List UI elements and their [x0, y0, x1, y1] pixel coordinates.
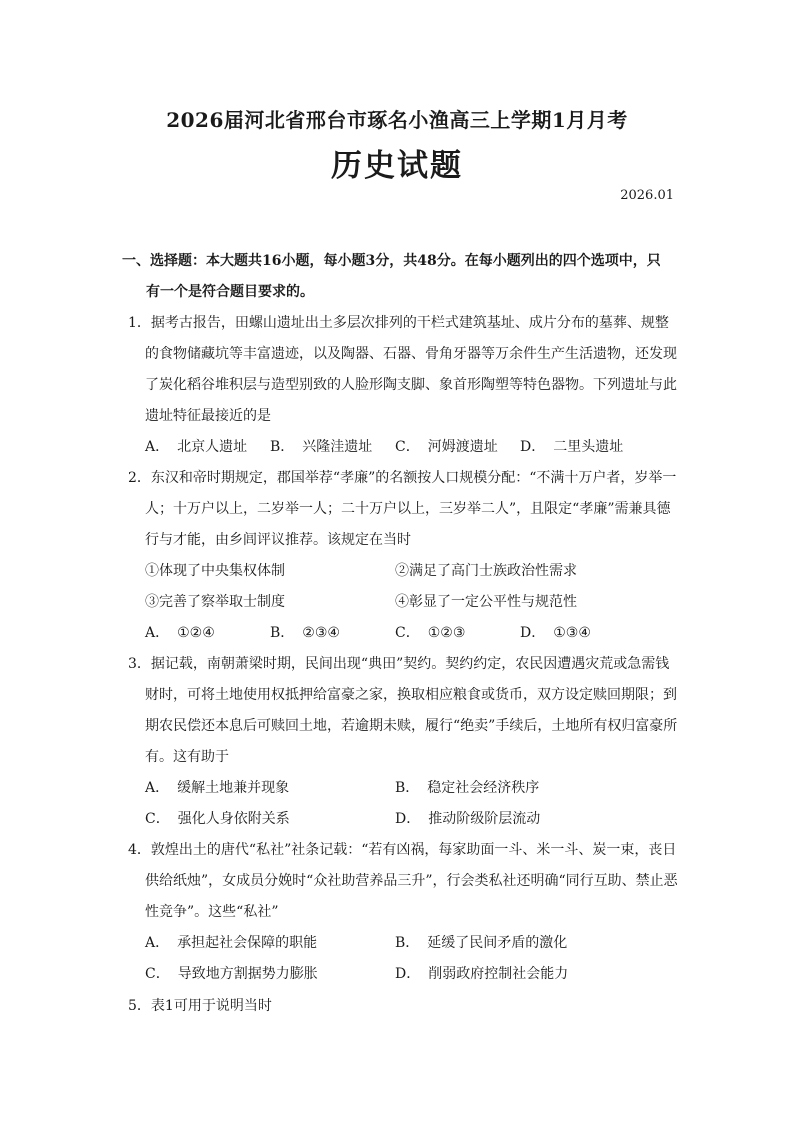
option-d[interactable]: D． 削弱政府控制社会能力 — [395, 966, 569, 982]
option-d[interactable]: D． ①③④ — [520, 625, 591, 641]
option-a[interactable]: A． 缓解土地兼并现象 — [145, 780, 290, 796]
option-c[interactable]: C． 导致地方割据势力膨胀 — [145, 966, 318, 982]
statement-2: ②满足了高门士族政治性需求 — [395, 563, 577, 579]
question-stem: 1．据考古报告，田螺山遗址出土多层次排列的干栏式建筑基址、成片分布的墓葬、规整的食物储藏坑等丰富遗迹，以及陶器、石器、骨角牙器等万余件生产生活遗物，还发现了炭化稻谷堆积层与造型别致的人脸形陶支脚、象首形陶塑等特色器物。下列遗址与此遗址特征最接近的是 — [128, 315, 677, 424]
statement-3: ③完善了察举取士制度 — [145, 594, 285, 610]
options-row — [128, 773, 678, 804]
option-c[interactable]: C． 强化人身依附关系 — [145, 811, 290, 827]
option-c[interactable]: C． 河姆渡遗址 — [395, 439, 498, 455]
question-stem: 3．据记载，南朝萧梁时期，民间出现“典田”契约。契约约定，农民因遭遇灾荒或急需钱财时，可将土地使用权抵押给富豪之家，换取相应粮食或货币，双方设定赎回期限；到期农民偿还本息后可赎回土地，若逾期未赎，履行“绝卖”手续后，土地所有权归富豪所有。这有助于 — [128, 656, 678, 765]
statements-row — [128, 587, 678, 618]
option-d[interactable]: D． 二里头遗址 — [520, 439, 624, 455]
option-b[interactable]: B． 延缓了民间矛盾的激化 — [395, 935, 568, 951]
option-b[interactable]: B． 兴隆洼遗址 — [270, 439, 373, 455]
option-a[interactable]: A． 北京人遗址 — [145, 439, 248, 455]
statement-4: ④彰显了一定公平性与规范性 — [395, 594, 577, 610]
section-instruction-line1: 一、选择题：本大题共16小题，每小题3分，共48分。在每小题列出的四个选项中，只 — [122, 253, 661, 269]
options-row — [128, 959, 678, 990]
question-stem: 2．东汉和帝时期规定，郡国举荐“孝廉”的名额按人口规模分配：“不满十万户者，岁举一人；十万户以上，二岁举一人；二十万户以上，三岁举二人”，且限定“孝廉”需兼具德行与才能，由乡闾评议推荐。该规定在当时 — [128, 470, 677, 548]
options-row — [128, 618, 678, 649]
options-row — [128, 928, 678, 959]
question-3 — [128, 649, 678, 835]
exam-date: 2026.01 — [620, 188, 674, 203]
options-row — [128, 804, 678, 835]
question-4 — [128, 835, 678, 990]
option-b[interactable]: B． ②③④ — [270, 625, 340, 641]
option-b[interactable]: B． 稳定社会经济秩序 — [395, 780, 540, 796]
option-d[interactable]: D． 推动阶级阶层流动 — [395, 811, 541, 827]
option-a[interactable]: A． 承担起社会保障的职能 — [145, 935, 318, 951]
option-a[interactable]: A． ①②④ — [145, 625, 215, 641]
subject-title: 历史试题 — [331, 148, 463, 184]
question-stem: 5．表1可用于说明当时 — [128, 998, 272, 1014]
exam-title: 2026届河北省邢台市琢名小渔高三上学期1月月考 — [166, 108, 628, 132]
question-1 — [128, 308, 678, 463]
statement-1: ①体现了中央集权体制 — [145, 563, 285, 579]
section-header — [122, 246, 678, 308]
options-row — [128, 432, 678, 463]
question-5 — [128, 991, 678, 1022]
option-c[interactable]: C． ①②③ — [395, 625, 466, 641]
question-2 — [128, 463, 678, 649]
section-instruction-line2: 有一个是符合题目要求的。 — [146, 284, 314, 300]
question-stem: 4．敦煌出土的唐代“私社”社条记载：“若有凶祸，每家助面一斗、米一斗、炭一束，丧日供给纸烛”，女成员分娩时“众社助营养品三升”，行会类私社还明确“同行互助、禁止恶性竞争”。这些“私社” — [128, 842, 678, 920]
statements-row — [128, 556, 678, 587]
